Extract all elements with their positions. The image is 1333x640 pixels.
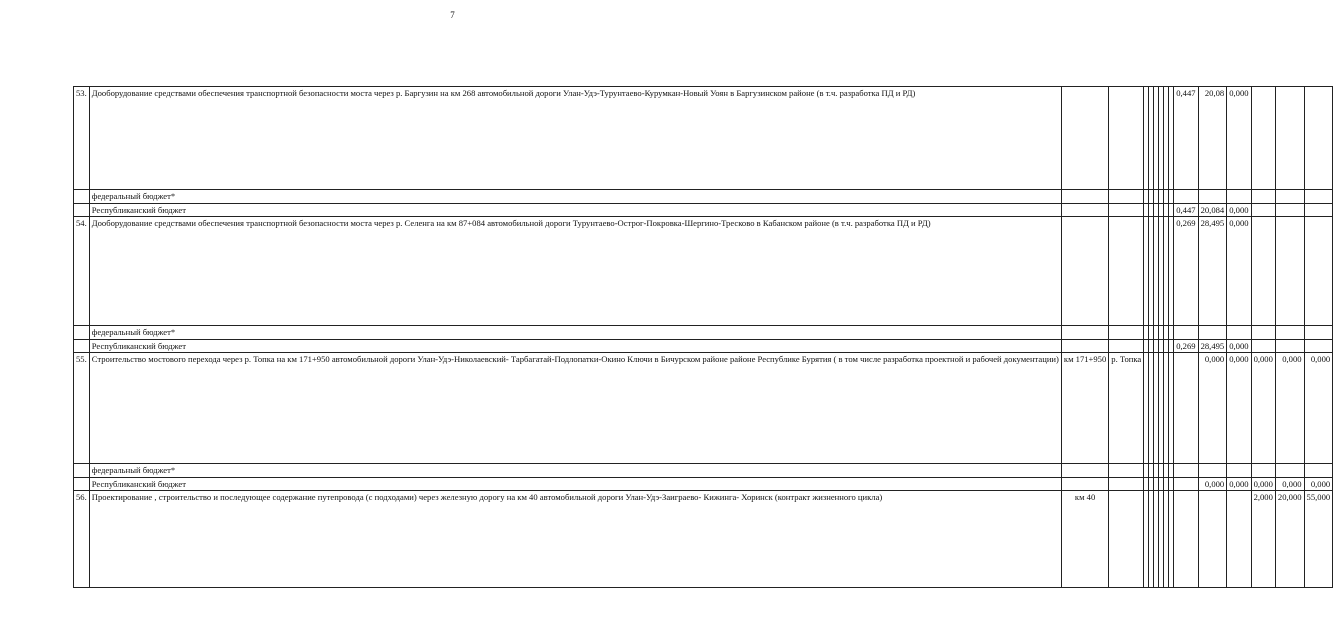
row-number-empty [74, 326, 90, 340]
value-cell: 0,447 [1174, 87, 1198, 190]
row-number: 56. [74, 491, 90, 588]
row-number-empty [74, 464, 90, 478]
row-number-empty [74, 203, 90, 217]
row-budget-name: Республиканский бюджет [89, 477, 1061, 491]
value-cell [1198, 464, 1227, 478]
row-budget-name: федеральный бюджет* [89, 326, 1061, 340]
value-cell [1275, 203, 1304, 217]
row-km [1061, 87, 1108, 190]
value-cell [1198, 190, 1227, 204]
row-km-empty [1061, 477, 1108, 491]
row-km [1061, 217, 1108, 326]
row-river [1109, 217, 1144, 326]
value-cell [1275, 339, 1304, 353]
value-cell: 0,000 [1227, 87, 1251, 190]
value-cell [1304, 87, 1333, 190]
value-cell [1275, 217, 1304, 326]
row-river-empty [1109, 203, 1144, 217]
value-cell [1304, 326, 1333, 340]
value-cell [1304, 339, 1333, 353]
value-cell [1174, 353, 1198, 464]
row-name: Дооборудование средствами обеспечения транспортной безопасности моста через р. Баргузин на км 268 автомобильной дороги Улан-Удэ-Турунтаево-Курумкан-Новый Уоян в Баргузинском районе (в т.ч. разработка ПД и РД) [89, 87, 1061, 190]
row-km: км 40 [1061, 491, 1108, 588]
table-row [74, 491, 1333, 588]
row-river-empty [1109, 326, 1144, 340]
value-cell: 0,000 [1198, 353, 1227, 464]
row-km-empty [1061, 339, 1108, 353]
row-name: Проектирование , строительство и последующее содержание путепровода (с подходами) через железную дорогу на км 40 автомобильной дороги Улан-Удэ-Заиграево- Кижинга- Хоринск (контракт жизненного цикла) [89, 491, 1061, 588]
value-cell [1304, 190, 1333, 204]
value-cell: 0,000 [1251, 353, 1275, 464]
value-cell: 20,084 [1198, 203, 1227, 217]
table-row [74, 353, 1333, 464]
value-cell [1304, 464, 1333, 478]
value-cell: 0,000 [1227, 477, 1251, 491]
value-cell: 0,269 [1174, 217, 1198, 326]
row-km-empty [1061, 464, 1108, 478]
value-cell [1251, 87, 1275, 190]
row-river [1109, 491, 1144, 588]
value-cell: 0,000 [1275, 477, 1304, 491]
value-cell: 0,000 [1251, 477, 1275, 491]
value-cell [1174, 464, 1198, 478]
value-cell [1198, 326, 1227, 340]
value-cell: 55,000 [1304, 491, 1333, 588]
row-number-empty [74, 190, 90, 204]
row-budget-name: Республиканский бюджет [89, 203, 1061, 217]
value-cell: 0,000 [1227, 217, 1251, 326]
value-cell: 0,000 [1227, 339, 1251, 353]
row-km-empty [1061, 326, 1108, 340]
value-cell [1174, 190, 1198, 204]
value-cell: 0,447 [1174, 203, 1198, 217]
value-cell [1275, 190, 1304, 204]
budget-table [73, 86, 1333, 588]
row-river [1109, 87, 1144, 190]
row-budget-name: федеральный бюджет* [89, 464, 1061, 478]
row-number-empty [74, 477, 90, 491]
budget-subrow [74, 339, 1333, 353]
value-cell [1251, 339, 1275, 353]
row-number: 55. [74, 353, 90, 464]
value-cell: 2,000 [1251, 491, 1275, 588]
value-cell [1251, 190, 1275, 204]
row-river-empty [1109, 464, 1144, 478]
value-cell [1198, 491, 1227, 588]
value-cell [1304, 203, 1333, 217]
value-cell [1251, 464, 1275, 478]
value-cell: 20,000 [1275, 491, 1304, 588]
budget-subrow [74, 326, 1333, 340]
value-cell [1174, 477, 1198, 491]
row-km-empty [1061, 203, 1108, 217]
value-cell [1304, 217, 1333, 326]
value-cell: 0,000 [1198, 477, 1227, 491]
row-number: 54. [74, 217, 90, 326]
row-budget-name: Республиканский бюджет [89, 339, 1061, 353]
budget-subrow [74, 464, 1333, 478]
row-budget-name: федеральный бюджет* [89, 190, 1061, 204]
value-cell: 28,495 [1198, 217, 1227, 326]
value-cell [1251, 203, 1275, 217]
value-cell: 0,269 [1174, 339, 1198, 353]
value-cell: 0,000 [1304, 477, 1333, 491]
value-cell [1251, 217, 1275, 326]
value-cell [1227, 326, 1251, 340]
value-cell: 28,495 [1198, 339, 1227, 353]
budget-subrow [74, 477, 1333, 491]
row-river: р. Топка [1109, 353, 1144, 464]
table-row [74, 217, 1333, 326]
row-km-empty [1061, 190, 1108, 204]
budget-subrow [74, 190, 1333, 204]
value-cell [1275, 87, 1304, 190]
value-cell [1227, 190, 1251, 204]
row-river-empty [1109, 339, 1144, 353]
value-cell: 20,08 [1198, 87, 1227, 190]
row-river-empty [1109, 477, 1144, 491]
value-cell [1227, 464, 1251, 478]
row-name: Дооборудование средствами обеспечения транспортной безопасности моста через р. Селенга на км 87+084 автомобильной дороги Турунтаево-Острог-Покровка-Шергино-Тресково в Кабанском районе (в т.ч. разработка ПД и РД) [89, 217, 1061, 326]
row-river-empty [1109, 190, 1144, 204]
page-number: 7 [450, 10, 455, 20]
value-cell [1174, 326, 1198, 340]
row-number-empty [74, 339, 90, 353]
value-cell [1251, 326, 1275, 340]
value-cell [1275, 326, 1304, 340]
row-name: Строительство мостового перехода через р. Топка на км 171+950 автомобильной дороги Улан-Удэ-Николаевский- Тарбагатай-Подлопатки-Окино Ключи в Бичурском районе районе Республике Бурятия ( в том числе разработка проектной и рабочей документации) [89, 353, 1061, 464]
value-cell: 0,000 [1275, 353, 1304, 464]
value-cell: 0,000 [1227, 353, 1251, 464]
budget-subrow [74, 203, 1333, 217]
row-km: км 171+950 [1061, 353, 1108, 464]
value-cell [1275, 464, 1304, 478]
value-cell [1227, 491, 1251, 588]
value-cell: 0,000 [1227, 203, 1251, 217]
value-cell: 0,000 [1304, 353, 1333, 464]
value-cell [1174, 491, 1198, 588]
row-number: 53. [74, 87, 90, 190]
table-row [74, 87, 1333, 190]
